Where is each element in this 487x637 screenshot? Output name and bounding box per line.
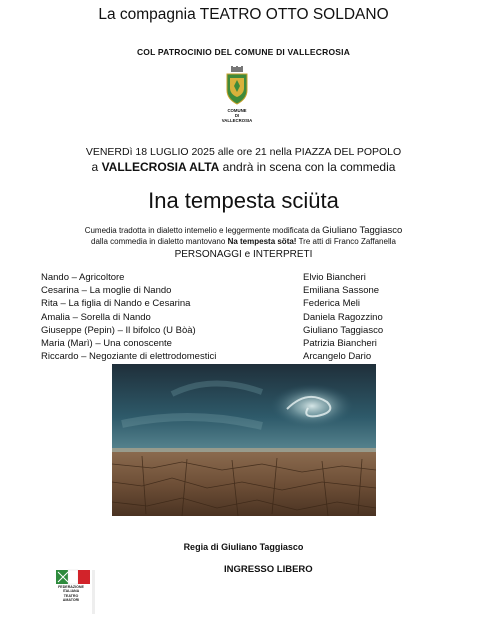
cast-row: [41, 297, 451, 310]
cast-row: [41, 284, 451, 297]
play-credits: [0, 225, 487, 247]
cast-row: [41, 311, 451, 324]
crest-caption-line3: VALLECROSIA: [221, 118, 253, 123]
cast-actor: Daniela Ragozzino: [303, 311, 383, 323]
cast-actor: Elvio Biancheri: [303, 272, 366, 283]
cast-list: [41, 271, 451, 363]
cast-actor: Emiliana Sassone: [303, 285, 380, 297]
storm-photo: [112, 364, 376, 516]
crest-caption-line2: DI: [234, 113, 240, 118]
venue-suffix: andrà in scena con la commedia: [219, 160, 396, 174]
cast-actor: Patrizia Biancheri: [303, 337, 377, 349]
original-title: Na tempesta söta!: [227, 237, 297, 246]
cast-row: [41, 337, 451, 350]
crest-caption-line1: COMUNE: [227, 108, 247, 113]
event-venue-line: [0, 160, 487, 174]
cast-role: Maria (Marì) – Una conoscente: [41, 337, 172, 349]
credit-line-2: [0, 236, 487, 247]
credit-line-2-text: dalla commedia in dialetto mantovano: [91, 237, 228, 246]
vallecrosia-crest-icon: [224, 66, 250, 110]
event-date-line: VENERDì 18 LUGLIO 2025 alle ore 21 nella PIAZZA DEL POPOLO: [85, 146, 402, 158]
cast-actor: Giuliano Taggiasco: [303, 324, 384, 336]
cast-actor: Arcangelo Dario: [303, 351, 372, 363]
cast-role: Riccardo – Negoziante di elettrodomestici: [41, 351, 217, 363]
cast-role: Giuseppe (Pepin) – Il bifolco (U Bòà): [41, 324, 196, 336]
venue-name: VALLECROSIA ALTA: [101, 160, 220, 174]
patronage-line: COL PATROCINIO DEL COMUNE DI VALLECROSIA: [136, 47, 351, 57]
cast-row: [41, 324, 451, 337]
cast-header: PERSONAGGI e INTERPRETI: [174, 249, 313, 260]
cast-row: [41, 271, 451, 284]
credit-line-1-text: Cumedia tradotta in dialetto intemelio e leggermente modificata da: [84, 226, 323, 235]
crest-caption: [214, 108, 260, 123]
venue-prefix: a: [91, 160, 102, 174]
cast-role: Amalia – Sorella di Nando: [41, 311, 151, 323]
play-title: Ina tempesta sciüta: [148, 188, 339, 213]
credit-line-1: [0, 225, 487, 236]
direction-credit: Regia di Giuliano Taggiasco: [183, 542, 304, 552]
fita-caption: FEDERAZIONE ITALIANA TEATRO AMATORI: [58, 585, 84, 602]
cast-role: Cesarina – La moglie di Nando: [41, 285, 172, 297]
cast-role: Nando – Agricoltore: [41, 272, 125, 283]
free-entry-note: INGRESSO LIBERO: [224, 564, 313, 575]
translator-name: Giuliano Taggiasco: [322, 225, 403, 236]
credit-line-2-author: Tre atti di Franco Zaffanella: [296, 237, 396, 246]
cast-row: [41, 350, 451, 363]
company-heading: La compagnia TEATRO OTTO SOLDANO: [98, 6, 389, 23]
cast-actor: Federica Meli: [303, 298, 361, 310]
cast-role: Rita – La figlia di Nando e Cesarina: [41, 298, 191, 310]
